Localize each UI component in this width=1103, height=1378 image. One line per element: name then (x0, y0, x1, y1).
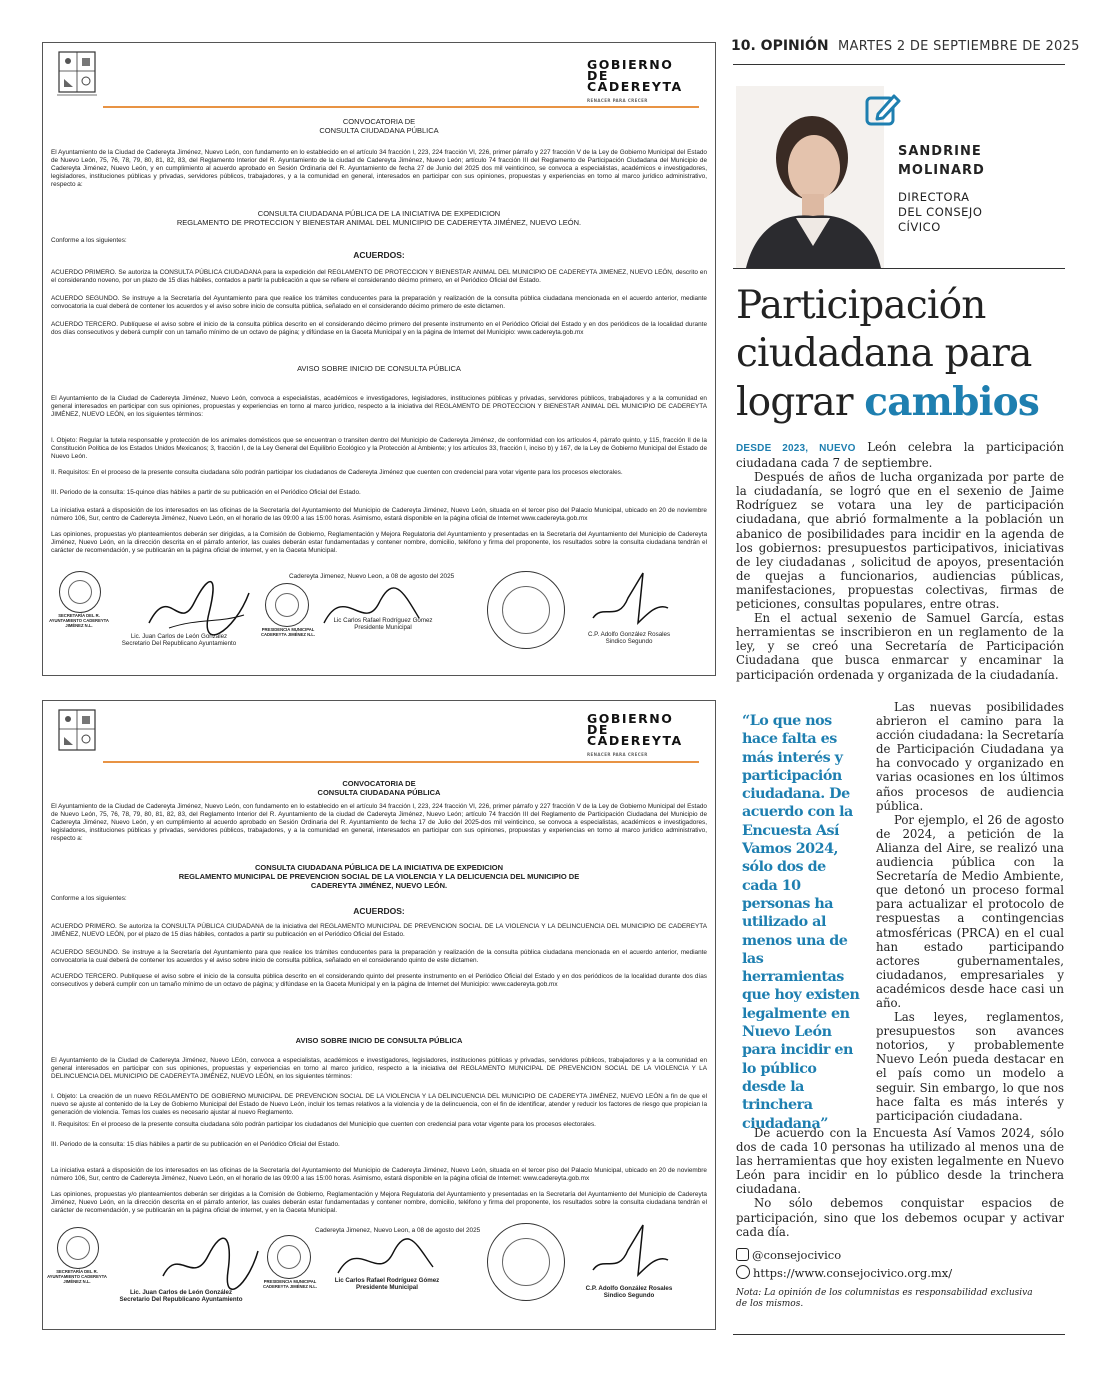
logo-line-3: CADEREYTA (587, 733, 683, 748)
acuerdos-heading: ACUERDOS: (353, 906, 405, 916)
seal-caption-secretaria: SECRETARÍA DEL R. AYUNTAMIENTO CADEREYTA JIMÉNEZ N.L. (49, 613, 109, 628)
author-name (898, 142, 985, 180)
secretaria-seal (59, 571, 101, 613)
logo-line-2: DE (587, 722, 609, 737)
term-objeto: I. Objeto: Regular la tutela responsable y protección de los animales domésticos que se encuentran o transiten dentro del Municipio de Cadereyta Jiménez, de conformidad con los artículos 4, párrafo quinto, y 115, fracción II de la Constitución Política de los Estados Unidos Mexicanos; 3, fracción I, de la Ley General del Equilibrio Ecológico y la Protección al Ambiente; y los artículos 33, fracción I, inciso b) y 167, de la Ley de Gobierno Municipal del Estado de Nuevo León. (51, 437, 707, 461)
article-p3: En el actual sexenio de Samuel García, estas herramientas se inscribieron en un reglamento de la ley, y se creó una Secretaría de Participación Ciudadana que busca enmarcar y encaminar la participación ordenada y organizada de la ciudadanía. (736, 611, 1064, 682)
headline-line-1: Participación (736, 283, 986, 328)
seal-caption-presidencia: PRESIDENCIA MUNICIPAL CADEREYTA JIMÉNEZ N.L. (261, 627, 315, 637)
presidencia-seal (265, 583, 309, 627)
edit-pencil-icon (864, 90, 902, 128)
notice-title-1: CONVOCATORIA DE (342, 117, 416, 126)
social-url: https://www.consejocivico.org.mx/ (753, 1266, 953, 1280)
logo-line-1: GOBIERNO (587, 711, 674, 726)
signer-secretary-name: Lic. Juan Carlos de León González (130, 633, 228, 640)
article-body-narrow (876, 700, 1064, 1123)
acuerdos-heading: ACUERDOS: (353, 250, 405, 260)
notice-intro: El Ayuntamiento de la Ciudad de Cadereyta Jiménez, Nuevo León, con fundamento en lo establecido en el artículo 34 fracción I, 223, 224 fracción VI, 226, primer párrafo y 227 fracción V de la Ley de Gobierno Municipal del Estado de Nuevo León, 75, 76, 78, 79, 80, 81, 82, 83, del Reglamento Interior del R. Ayuntamiento de la ciudad de Cadereyta Jiménez, Nuevo León; artículo 74 fracción III del Reglamento de Participación Ciudadana del Municipio de Cadereyta Jiménez, Nuevo León, y en cumplimiento al acuerdo aprobado en Sesión Ordinaria del R. Ayuntamiento de fecha 17 de Julio del 2025-dos mil veinticinco, se convoca a especialistas, académicos e investigadores, legisladores, instituciones públicas y privadas, servidores públicos, trabajadores, y a la comunidad en general, interesados en participar con sus opiniones, propuestas y experiencias en torno al marco jurídico administrativo, respecto a: (51, 803, 707, 843)
acuerdo-primero: ACUERDO PRIMERO. Se autoriza la CONSULTA PÚBLICA CIUDADANA de la iniciativa del REGLAMENTO MUNICIPAL DE PREVENCION SOCIAL DE LA VIOLENCIA Y LA DELINCUENCIA DEL MUNICIPIO DE CADEREYTA JIMÉNEZ, NUEVO LEÓN, por el plazo de 15 días hábiles, contados a partir su publicación en el Periódico Oficial del Estado. (51, 923, 707, 939)
article-p1: León celebra la participación ciudadana cada 7 de septiembre. (736, 440, 1065, 471)
gobierno-cadereyta-logo (587, 59, 683, 106)
author-rule (733, 268, 1065, 269)
term-periodo: III. Periodo de la consulta: 15-quince días hábiles a partir de su publicación en el Periódico Oficial del Estado. (51, 489, 361, 496)
signer-president (315, 617, 451, 632)
acuerdo-tercero: ACUERDO TERCERO. Publíquese el aviso sobre el inicio de la consulta pública descrito en el considerando quinto del presente instrumento en el Periódico Oficial del Estado y en dos periódicos de la localidad durante dos días consecutivos y deberá cumplir con un tamaño mínimo de un octavo de página; y difúndase en la Gaceta Municipal y en la página de Internet del Municipio: www.cadereyta.gob.mx (51, 973, 707, 989)
signer-sindico-role: Sindico Segundo (603, 1292, 655, 1300)
article-headline (736, 282, 1076, 427)
signer-president-name: Lic Carlos Rafael Rodríguez Gómez (334, 1277, 440, 1284)
signature-sindico (583, 1215, 673, 1295)
header-divider (103, 106, 699, 108)
subject-line-1: CONSULTA CIUDADANA PÚBLICA DE LA INICIATIVA DE EXPEDICION (254, 863, 504, 872)
author-name-line-2: MOLINARD (898, 163, 985, 178)
subject-line-2: REGLAMENTO MUNICIPAL DE PREVENCION SOCIAL DE LA VIOLENCIA Y LA DELICUENCIA DEL MUNICIPIO DE (178, 872, 580, 881)
logo-tagline: RENACER PARA CRECER (587, 98, 648, 103)
opinions-paragraph: Las opiniones, propuestas y/o planteamientos deberán ser dirigidas a la Comisión de Gobierno, Reglamentación y Mejora Regulatoria del Ayuntamiento y presentadas en la Secretaría del Ayuntamiento del Municipio de Cadereyta Jiménez, Nuevo León, en la dirección descrita en el párrafo anterior, las cuales deberán estar fundamentadas y contener nombre, domicilio, teléfono y firma del proponente, los resultados sobre la consulta ciudadana tendrán el carácter de recomendación, y se publicarán en la página oficial de internet, y en la Gaceta Municipal. (51, 1191, 707, 1215)
article-body-bottom (736, 1126, 1064, 1239)
conforme-label: Conforme a los siguientes: (51, 237, 127, 244)
term-periodo: III. Periodo de la consulta: 15 días hábiles a partir de su publicación en el Periódico Oficial del Estado. (51, 1141, 340, 1148)
gobierno-cadereyta-logo (587, 713, 683, 760)
note-label: Nota: (736, 1288, 762, 1298)
article-body-top (736, 440, 1064, 682)
ayuntamiento-seal (487, 1223, 565, 1301)
article-lead: DESDE 2023, NUEVO (736, 443, 856, 454)
place-date: Cadereyta Jimenez, Nuevo Leon, a 08 de agosto del 2025 (289, 573, 455, 580)
signer-president-role: Presidente Municipal (354, 624, 412, 632)
signature-secretary (139, 563, 259, 643)
signer-president-role: Presidente Municipal (356, 1284, 418, 1292)
logo-tagline: RENACER PARA CRECER (587, 752, 648, 757)
public-notice-violence-prevention (42, 700, 716, 1330)
acuerdo-segundo: ACUERDO SEGUNDO. Se instruye a la Secretaría del Ayuntamiento para que realice los trámites conducentes para la preparación y realización de la consulta pública ciudadana mencionada en el acuerdo anterior, mediante convocatoria la cual deberá de contener los acuerdos y el aviso sobre inicio de consulta pública, señalado en el considerando quinto de este dictamen. (51, 949, 707, 965)
issue-date: MARTES 2 DE SEPTIEMBRE DE 2025 (838, 39, 1080, 54)
seal-caption-presidencia: PRESIDENCIA MUNICIPAL CADEREYTA JIMÉNEZ N.L. (263, 1279, 317, 1289)
acuerdo-primero: ACUERDO PRIMERO. Se autoriza la CONSULTA PÚBLICA CIUDADANA para la expedición del REGLAMENTO DE PROTECCION Y BIENESTAR ANIMAL DEL MUNICIPIO DE CADEREYTA JIMENEZ, NUEVO LEÓN, descrito en el considerando noveno, por un plazo de 15 días hábiles, contados a partir la publicación a que se refiere el considerando décimo primero, en el Periódico Oficial del Estado. (51, 269, 707, 285)
aviso-heading: AVISO SOBRE INICIO DE CONSULTA PÚBLICA (295, 1036, 463, 1045)
public-notice-animal-welfare (42, 42, 716, 676)
secretaria-seal (57, 1227, 99, 1269)
acuerdo-segundo: ACUERDO SEGUNDO. Se instruye a la Secretaría del Ayuntamiento para que realice los trámites conducentes para la preparación y realización de la consulta pública ciudadana mencionada en el acuerdo anterior, mediante convocatoria la cual deberá de contener los acuerdos y el aviso sobre inicio de consulta pública, señalado en el considerando décimo primero de este dictamen. (51, 295, 707, 311)
disclaimer-note (736, 1288, 1036, 1310)
signer-sindico-name: C.P. Adolfo González Rosales (585, 1285, 673, 1292)
signer-sindico (569, 1285, 689, 1300)
presidencia-seal (267, 1235, 311, 1279)
social-handle: @consejocivico (752, 1248, 842, 1262)
social-website[interactable] (736, 1265, 952, 1280)
signer-secretary-role: Secretario Del Republicano Ayuntamiento (119, 1296, 243, 1304)
signer-secretary-name: Lic. Juan Carlos de León González (129, 1289, 233, 1296)
aviso-text: El Ayuntamiento de la Ciudad de Cadereyta Jiménez, Nuevo León, convoca a especialistas, académicos e investigadores, legisladores, instituciones públicas y privadas, servidores públicos, trabajadores y a la comunidad en general interesados en participar con sus opiniones, propuestas y experiencias en torno al marco jurídico, respecto a la iniciativa del REGLAMENTO DE PROTECCION Y BIENESTAR ANIMAL DEL MUNICIPIO DE CADEREYTA JIMÉNEZ, NUEVO LEÓN, en los siguientes términos: (51, 395, 707, 419)
seal-caption-secretaria: SECRETARÍA DEL R. AYUNTAMIENTO CADEREYTA JIMÉNEZ N.L. (47, 1269, 107, 1284)
signer-secretary-role: Secretario Del Republicano Ayuntamiento (121, 640, 237, 648)
signer-sindico-role: Sindico Segundo (605, 638, 653, 646)
conforme-label: Conforme a los siguientes: (51, 895, 127, 902)
article-p4: Las nuevas posibilidades abrieron el camino para la acción ciudadana: la Secretaría de Participación Ciudadana ya ha convocado y organizado en varias ocasiones en los últimos años procesos de audiencia pública. (876, 700, 1064, 813)
term-requisitos: II. Requisitos: En el proceso de la presente consulta ciudadana sólo podrán participar los ciudadanos de Cadereyta Jiménez que cuenten con credencial para votar vigente para los procesos electorales. (51, 469, 623, 476)
aviso-text: El Ayuntamiento de la Ciudad de Cadereyta Jiménez, Nuevo LEón, convoca a especialistas, académicos e investigadores, legisladores, instituciones públicas y privadas, servidores públicos, trabajadores y a la comunidad en general interesados en participar con sus opiniones, propuestas y experiencias en torno al marco jurídico, respecto a la iniciativa del REGLAMENTO MUNICIPAL DE PREVENCION SOCIAL DE LA VIOLENCIA Y LA DELINCUENCIA DEL MUNICIPIO DE CADEREYTA JIMÉNEZ, NUEVO LEÓN, en los siguientes términos: (51, 1057, 707, 1081)
signer-sindico-name: C.P. Adolfo González Rosales (587, 631, 671, 638)
author-name-line-1: SANDRINE (898, 144, 982, 159)
headline-line-3: lograr (736, 380, 865, 425)
pull-quote: “Lo que nos hace falta es más interés y participación ciudadana. De acuerdo con la Encuesta Así Vamos 2024, sólo dos de cada 10 personas ha utilizado al menos una de las herramientas que hoy existen legalmente en Nuevo León para incidir en lo público desde la trinchera ciudadana” (742, 713, 860, 1132)
availability-paragraph: La iniciativa estará a disposición de los interesados en las oficinas de la Secretaría del Ayuntamiento del Municipio de Cadereyta Jiménez, Nuevo León, situada en el tercer piso del Palacio Municipal, ubicado en 20 de noviembre número 106, Sur, centro de Cadereyta Jiménez, Nuevo León, en el horario de las 09:00 a las 15:00 horas. Asimismo, estará disponible en la página oficial de Internet: www.cadereyta.gob.mx (51, 1167, 707, 1183)
logo-line-1: GOBIERNO (587, 57, 674, 72)
availability-paragraph: La iniciativa estará a disposición de los interesados en las oficinas de la Secretaría del Ayuntamiento del Municipio de Cadereyta Jiménez, Nuevo León, situada en el tercer piso del Palacio Municipal, ubicado en 20 de noviembre número 106, Sur, centro de Cadereyta Jiménez, Nuevo León, en el horario de las 09:00 a las 15:00 horas. Asimismo, estará disponible en la página oficial de Internet www.cadereyta.gob.mx (51, 507, 707, 523)
article-p6: Las leyes, reglamentos, presupuestos son avances notorios, y probablemente Nuevo León pueda destacar en el país como un modelo a seguir. Sin embargo, lo que nos hace falta es más interés y participación ciudadana. (876, 1010, 1064, 1123)
signer-president (317, 1277, 457, 1292)
headline-line-2: ciudadana para (736, 331, 1032, 376)
globe-icon (736, 1265, 750, 1279)
subject-line-2: REGLAMENTO DE PROTECCION Y BIENESTAR ANIMAL DEL MUNICIPIO DE CADEREYTA JIMÉNEZ, NUEVO LEÓN. (176, 218, 582, 227)
author-role-line-1: DIRECTORA (898, 190, 970, 204)
term-objeto: I. Objeto: La creación de un nuevo REGLAMENTO DE GOBIERNO MUNICIPAL DE PREVENCION SOCIAL DE LA VIOLENCIA Y LA DELINCUENCIA DEL MUNICIPIO DE CADEREYTA JIMÉNEZ, NUEVO LEÓN a fin de que el nuevo se ajuste al contenido de la Ley de Gobierno Municipal del Estado de Nuevo León, incluir los temas relativos a la violencia y de la delincuencia, con el fin de identificar, atender y reducir los factores de riesgo que propician la generación de violencia. Temas los cuales es necesario ajustar al nuevo Reglamento. (51, 1093, 707, 1117)
notice-title-1: CONVOCATORIA DE (342, 779, 416, 788)
municipal-coat-of-arms-logo (55, 49, 99, 99)
author-role (898, 190, 982, 235)
author-role-line-3: CÍVICO (898, 220, 941, 234)
logo-line-2: DE (587, 68, 609, 83)
social-instagram[interactable] (736, 1248, 841, 1262)
signature-president (319, 573, 429, 643)
article-p5: Por ejemplo, el 26 de agosto de 2024, a petición de la Alianza del Aire, se realizó una audiencia pública con la Secretaría de Medio Ambiente, que detonó un proceso formal para actualizar el protocolo de respuestas a contingencias atmosféricas (PRCA) en el cual han estado participando actores gubernamentales, ciudadanos, empresariales y académicos desde hace casi un año. (876, 812, 1064, 1010)
footer-rule (733, 1334, 1065, 1335)
header-rule (733, 64, 1065, 65)
opinions-paragraph: Las opiniones, propuestas y/o planteamientos deberán ser dirigidas, a la Comisión de Gobierno, Reglamentación y Mejora Regulatoria del Ayuntamiento y presentadas en la Secretaría del Ayuntamiento del Municipio de Cadereyta Jiménez, Nuevo León, en la dirección descrita en el párrafo anterior, las cuales deberán estar fundamentadas y contener nombre, domicilio, teléfono y firma del proponente, los resultados sobre la consulta ciudadana tendrán el carácter de recomendación, y se publicarán en la página oficial de internet, y en la Gaceta Municipal. (51, 531, 707, 555)
note-text: La opinión de los columnistas es responsabilidad exclusiva de los mismos. (736, 1288, 1033, 1309)
article-p2: Después de años de lucha organizada por parte de la ciudadanía, se logró que en el sexenio de Jaime Rodríguez se votara una ley de participación ciudadana, que abrió formalmente a la población un abanico de posibilidades para incidir en la agenda de los gobiernos: presupuestos participativos, iniciativas de ley ciudadanas , solicitud de apoyos, presentación de quejas a funcionarios, audiencias públicas, manifestaciones, propuestas colectivas, firmas de peticiones, consultas populares, entre otras. (736, 470, 1064, 612)
municipal-coat-of-arms-logo (55, 707, 99, 757)
headline-accent: cambios (864, 379, 1040, 425)
ayuntamiento-seal (487, 571, 565, 649)
term-requisitos: II. Requisitos: En el proceso de la presente consulta ciudadana sólo podrán participar los ciudadanos del Municipio que cuenten con credencial para votar vigente para los procesos electorales. (51, 1121, 596, 1128)
logo-line-3: CADEREYTA (587, 79, 683, 94)
signer-president-name: Lic Carlos Rafael Rodríguez Gómez (333, 617, 433, 624)
signer-secretary (93, 633, 265, 648)
author-role-line-2: DEL CONSEJO (898, 205, 983, 219)
acuerdo-tercero: ACUERDO TERCERO. Publíquese el aviso sobre el inicio de la consulta pública descrito en el considerando décimo primero del presente instrumento en el Periódico Oficial del Estado y en dos periódicos de la localidad durante dos días consecutivos y deberá cumplir con un tamaño mínimo de un octavo de página; y difúndase en la Gaceta Municipal y en la página de Internet del Municipio: www.cadereyta.gob.mx (51, 321, 707, 337)
aviso-heading: AVISO SOBRE INICIO DE CONSULTA PÚBLICA (297, 364, 461, 373)
notice-intro: El Ayuntamiento de la Ciudad de Cadereyta Jiménez, Nuevo León, con fundamento en lo establecido en el artículo 34 fracción I, 223, 224 fracción VI, 226, primer párrafo y 227 fracción V de la Ley de Gobierno Municipal del Estado de Nuevo León, 75, 76, 78, 79, 80, 81, 82, 83, del Reglamento Interior del R. Ayuntamiento de la ciudad de Cadereyta Jiménez, Nuevo León; artículo 74 fracción III del Reglamento de Participación Ciudadana del Municipio de Cadereyta Jiménez, Nuevo León, y en cumplimiento al acuerdo aprobado en Sesión Ordinaria del R. Ayuntamiento de fecha 27 de Junio del 2025 dos mil veinticinco, se convoca a especialistas, académicos e investigadores, legisladores, instituciones públicas y privadas, servidores públicos, trabajadores, y a la comunidad en general, interesados en participar con sus opiniones, propuestas y experiencias en torno al marco jurídico administrativo, respecto a: (51, 149, 707, 189)
author-photo (736, 86, 884, 268)
notice-title-2: CONSULTA CIUDADANA PÚBLICA (317, 788, 441, 797)
article-p7: De acuerdo con la Encuesta Así Vamos 2024, sólo dos de cada 10 personas ha utilizado al menos una de las herramientas que hoy existen legalmente en Nuevo León para incidir en lo público desde la trinchera ciudadana. (736, 1126, 1064, 1197)
subject-line-1: CONSULTA CIUDADANA PÚBLICA DE LA INICIATIVA DE EXPEDICION (257, 209, 501, 218)
signer-sindico (569, 631, 689, 646)
signer-secretary (95, 1289, 267, 1304)
section-label: 10. OPINIÓN (731, 38, 829, 54)
header-divider (103, 761, 699, 763)
notice-title-2: CONSULTA CIUDADANA PÚBLICA (319, 126, 439, 135)
instagram-icon (736, 1248, 749, 1261)
subject-line-3: CADEREYTA JIMÉNEZ, NUEVO LEÓN. (310, 881, 448, 890)
article-p8: No sólo debemos conquistar espacios de participación, sino que los debemos ocupar y activar cada día. (736, 1196, 1064, 1239)
place-date: Cadereyta Jimenez, Nuevo Leon, a 08 de agosto del 2025 (315, 1227, 481, 1234)
